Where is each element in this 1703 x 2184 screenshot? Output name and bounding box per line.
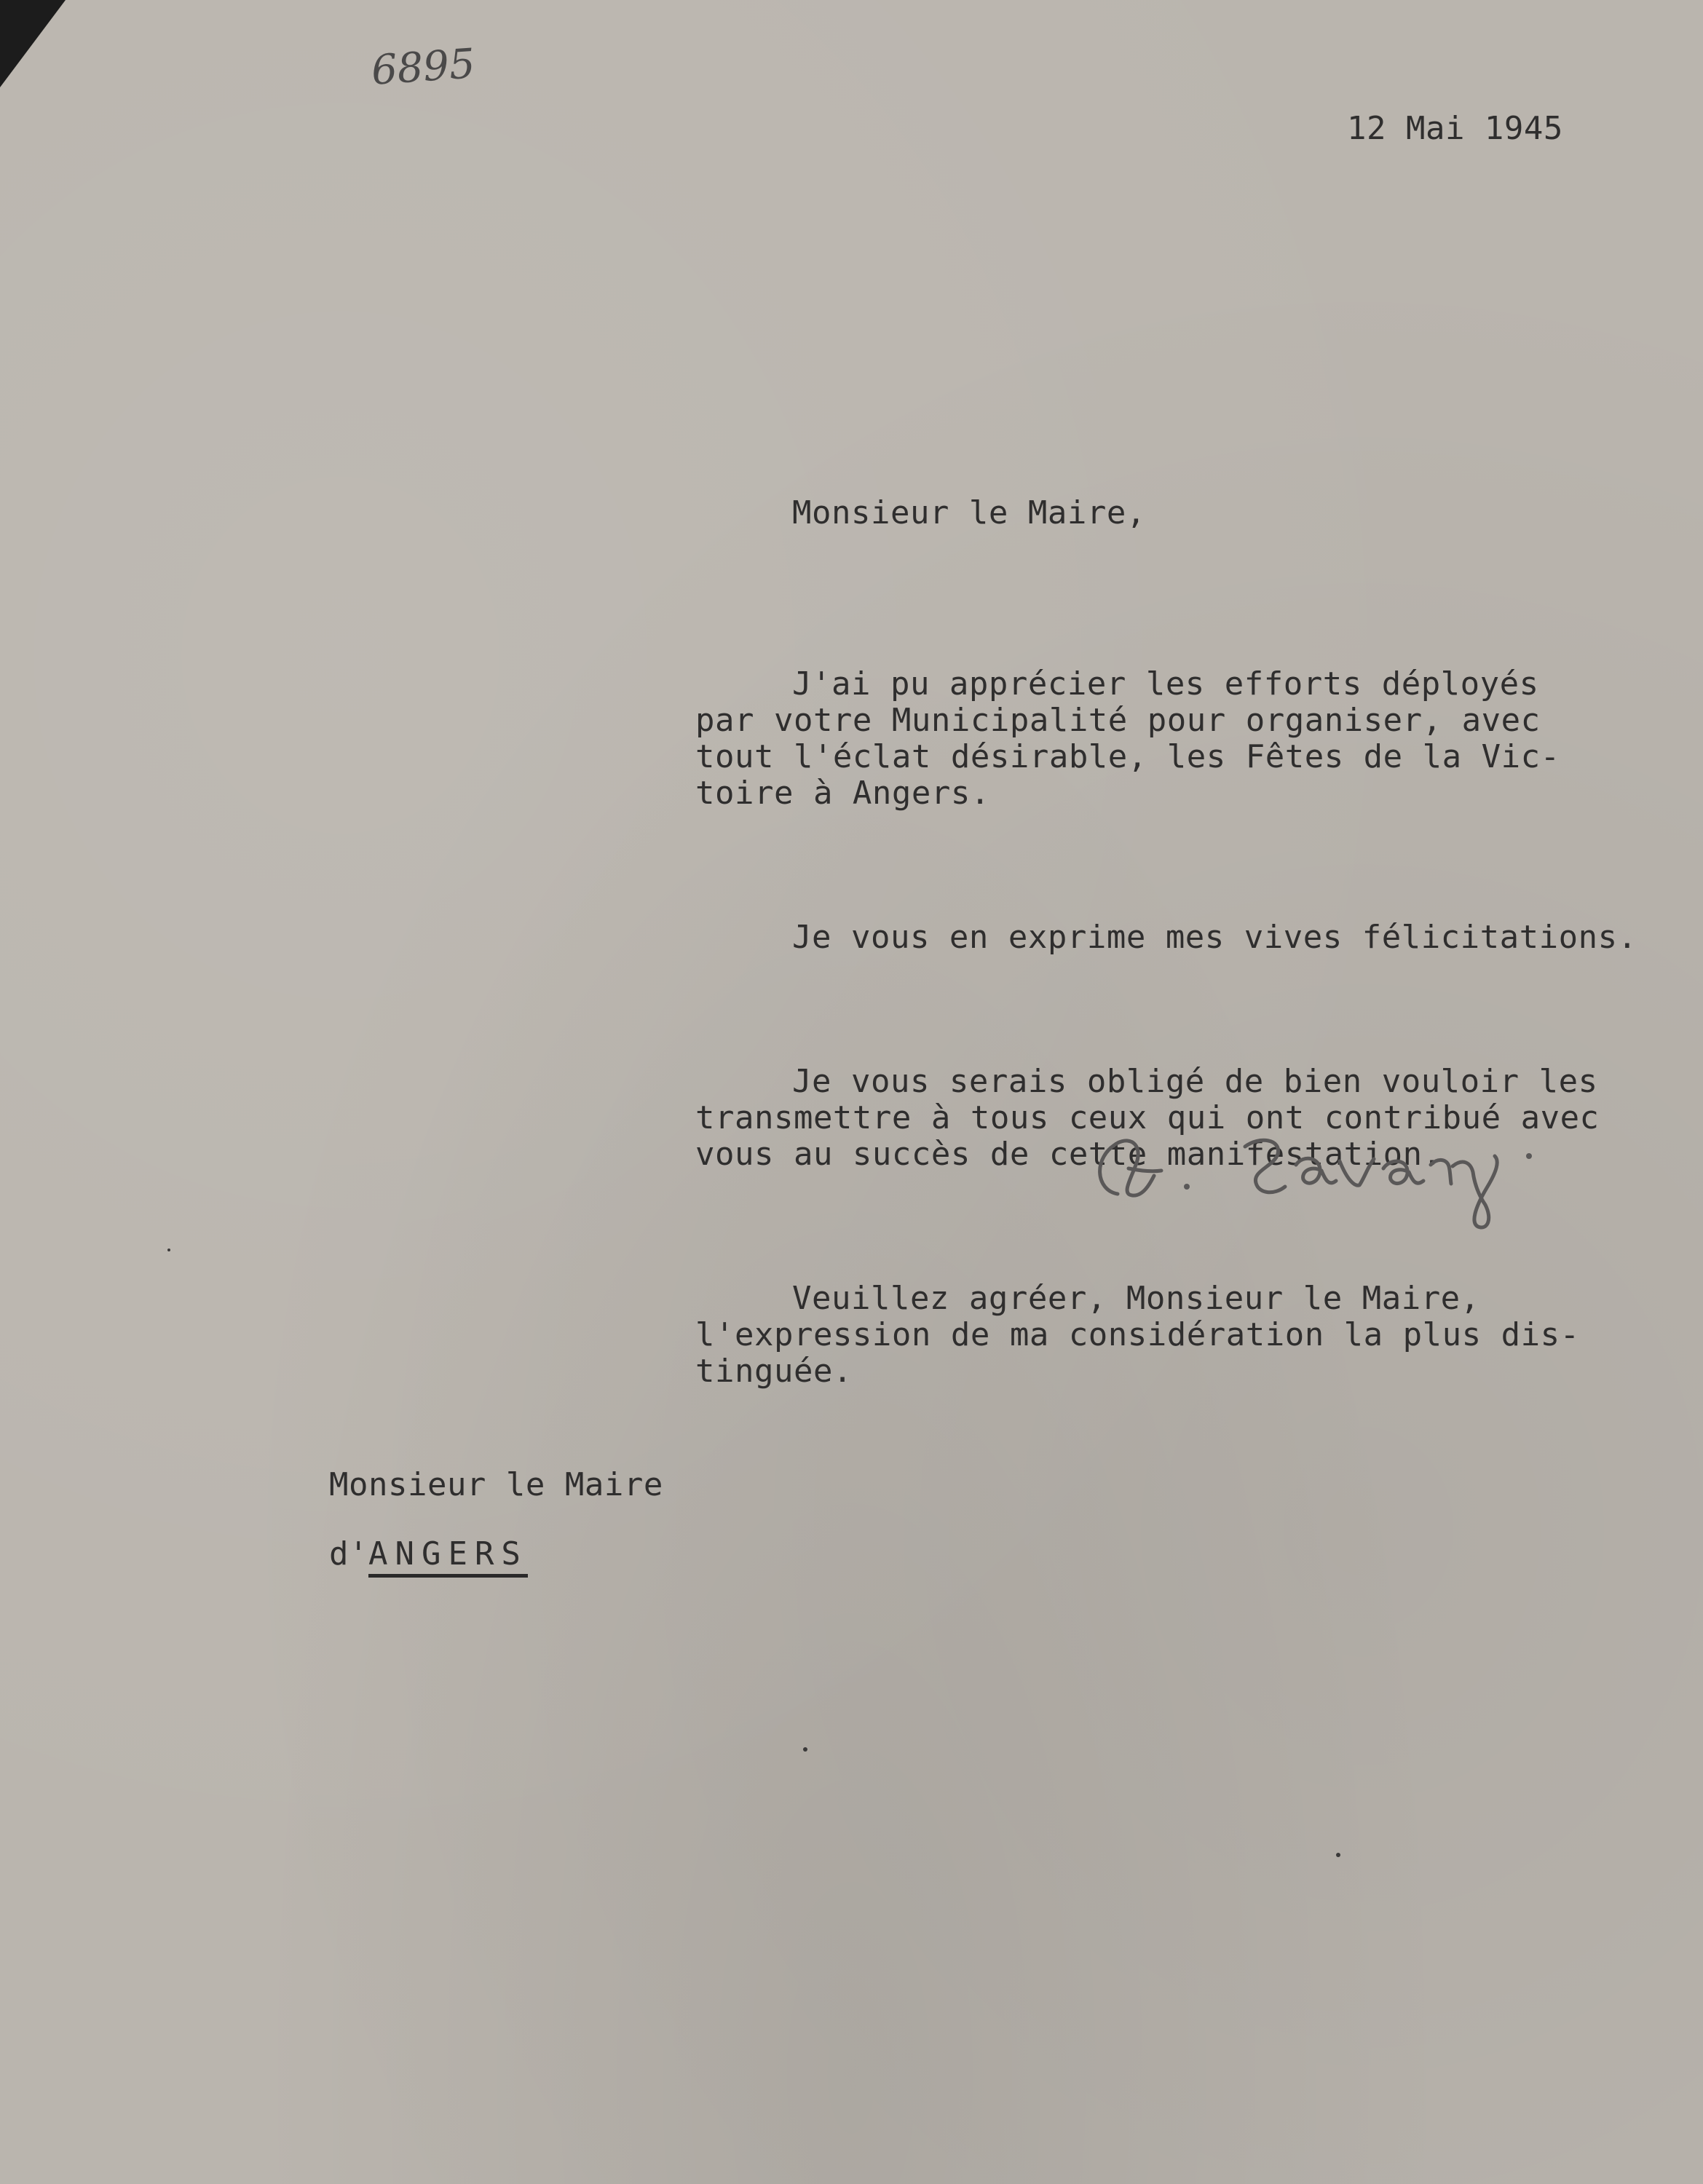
- handwritten-signature: [1088, 1114, 1540, 1245]
- recipient-city: ANGERS: [368, 1535, 528, 1578]
- paper-speck: [167, 1249, 170, 1251]
- recipient-prefix: d': [329, 1535, 368, 1572]
- paragraph-text: [695, 1281, 1637, 1390]
- recipient-line-2: [329, 1536, 528, 1572]
- paragraph-line: Je vous en exprime mes vives félicitations.: [792, 919, 1637, 956]
- letter-date: 12 Mai 1945: [1347, 110, 1563, 147]
- paragraph-line: l'expression de ma considération la plus dis-: [695, 1316, 1580, 1353]
- page-corner-shadow: [0, 0, 66, 87]
- paragraph-line: tinguée.: [695, 1353, 853, 1390]
- paragraph-text: [695, 666, 1637, 812]
- paragraph-line: tout l'éclat désirable, les Fêtes de la Vic-: [695, 738, 1560, 775]
- paper-speck: [1336, 1853, 1340, 1857]
- handwritten-archive-number: 6895: [369, 40, 477, 95]
- body-paragraph-4: [695, 1281, 1637, 1390]
- paragraph-line: Veuillez agréer, Monsieur le Maire,: [792, 1280, 1480, 1317]
- paper-speck: [803, 1747, 807, 1752]
- paragraph-text: [695, 919, 1637, 956]
- body-paragraph-1: [695, 666, 1637, 812]
- paragraph-line: par votre Municipalité pour organiser, avec: [695, 702, 1541, 739]
- paragraph-line: Je vous serais obligé de bien vouloir les: [792, 1063, 1598, 1100]
- paragraph-line: J'ai pu apprécier les efforts déployés: [792, 665, 1539, 703]
- salutation: Monsieur le Maire,: [792, 494, 1146, 531]
- paragraph-line: transmettre à tous ceux qui ont contribué avec: [695, 1099, 1600, 1136]
- body-paragraph-2: [695, 919, 1637, 956]
- recipient-line-1: Monsieur le Maire: [329, 1466, 663, 1503]
- letter-body: [695, 593, 1637, 1463]
- paragraph-line: vous au succès de cette manifestation.: [695, 1136, 1442, 1173]
- paragraph-line: toire à Angers.: [695, 775, 990, 812]
